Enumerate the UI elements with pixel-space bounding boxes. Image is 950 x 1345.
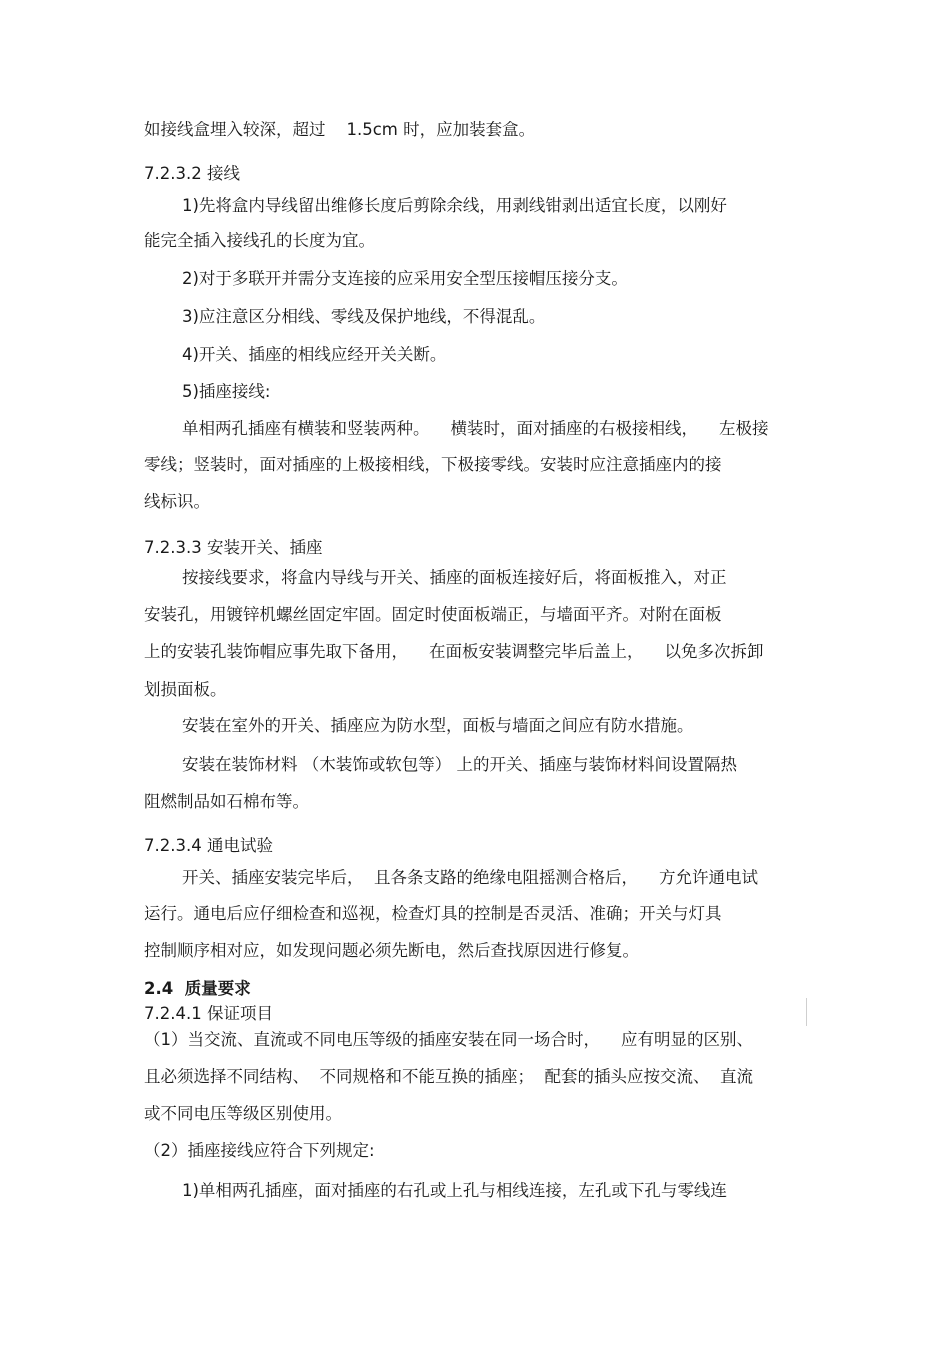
section-heading: 7.2.3.3 安装开关、插座 [144, 538, 323, 557]
paragraph-line: 划损面板。 [144, 680, 227, 699]
paragraph-line: 且必须选择不同结构、 不同规格和不能互换的插座； 配套的插头应按交流、 直流 [144, 1067, 753, 1086]
paragraph-line: 控制顺序相对应，如发现问题必须先断电，然后查找原因进行修复。 [144, 941, 639, 960]
paragraph-line: （1）当交流、直流或不同电压等级的插座安装在同一场合时， 应有明显的区别、 [144, 1030, 753, 1049]
section-heading: 2.4 质量要求 [144, 979, 251, 998]
paragraph-line: 或不同电压等级区别使用。 [144, 1104, 342, 1123]
paragraph-line: （2）插座接线应符合下列规定: [144, 1141, 375, 1160]
paragraph-line: 运行。通电后应仔细检查和巡视，检查灯具的控制是否灵活、准确；开关与灯具 [144, 904, 722, 923]
paragraph-line: 能完全插入接线孔的长度为宜。 [144, 231, 375, 250]
section-heading: 7.2.3.2 接线 [144, 164, 240, 183]
paragraph-line: 1)单相两孔插座，面对插座的右孔或上孔与相线连接，左孔或下孔与零线连 [182, 1181, 727, 1200]
paragraph-line: 2)对于多联开并需分支连接的应采用安全型压接帽压接分支。 [182, 269, 628, 288]
paragraph-line: 开关、插座安装完毕后， 且各条支路的绝缘电阻摇测合格后， 方允许通电试 [182, 868, 758, 887]
section-heading: 7.2.3.4 通电试验 [144, 836, 273, 855]
paragraph-line: 单相两孔插座有横装和竖装两种。 横装时，面对插座的右极接相线， 左极接 [182, 419, 769, 438]
paragraph-line: 线标识。 [144, 492, 210, 511]
paragraph-line: 安装在装饰材料 （木装饰或软包等） 上的开关、插座与装饰材料间设置隔热 [182, 755, 737, 774]
paragraph-line: 阻燃制品如石棉布等。 [144, 792, 309, 811]
paragraph-line: 5)插座接线: [182, 382, 271, 401]
paragraph-line: 零线；竖装时，面对插座的上极接相线，下极接零线。安装时应注意插座内的接 [144, 455, 722, 474]
margin-rule [806, 998, 807, 1026]
paragraph-line: 如接线盒埋入较深，超过 1.5cm 时，应加装套盒。 [144, 120, 536, 139]
paragraph-line: 4)开关、插座的相线应经开关关断。 [182, 345, 447, 364]
paragraph-line: 按接线要求，将盒内导线与开关、插座的面板连接好后，将面板推入，对正 [182, 568, 727, 587]
paragraph-line: 3)应注意区分相线、零线及保护地线，不得混乱。 [182, 307, 546, 326]
paragraph-line: 安装在室外的开关、插座应为防水型，面板与墙面之间应有防水措施。 [182, 716, 694, 735]
paragraph-line: 上的安装孔装饰帽应事先取下备用， 在面板安装调整完毕后盖上， 以免多次拆卸 [144, 642, 764, 661]
paragraph-line: 1)先将盒内导线留出维修长度后剪除余线，用剥线钳剥出适宜长度，以刚好 [182, 196, 727, 215]
paragraph-line: 安装孔，用镀锌机螺丝固定牢固。固定时使面板端正，与墙面平齐。对附在面板 [144, 605, 722, 624]
section-heading: 7.2.4.1 保证项目 [144, 1004, 273, 1023]
